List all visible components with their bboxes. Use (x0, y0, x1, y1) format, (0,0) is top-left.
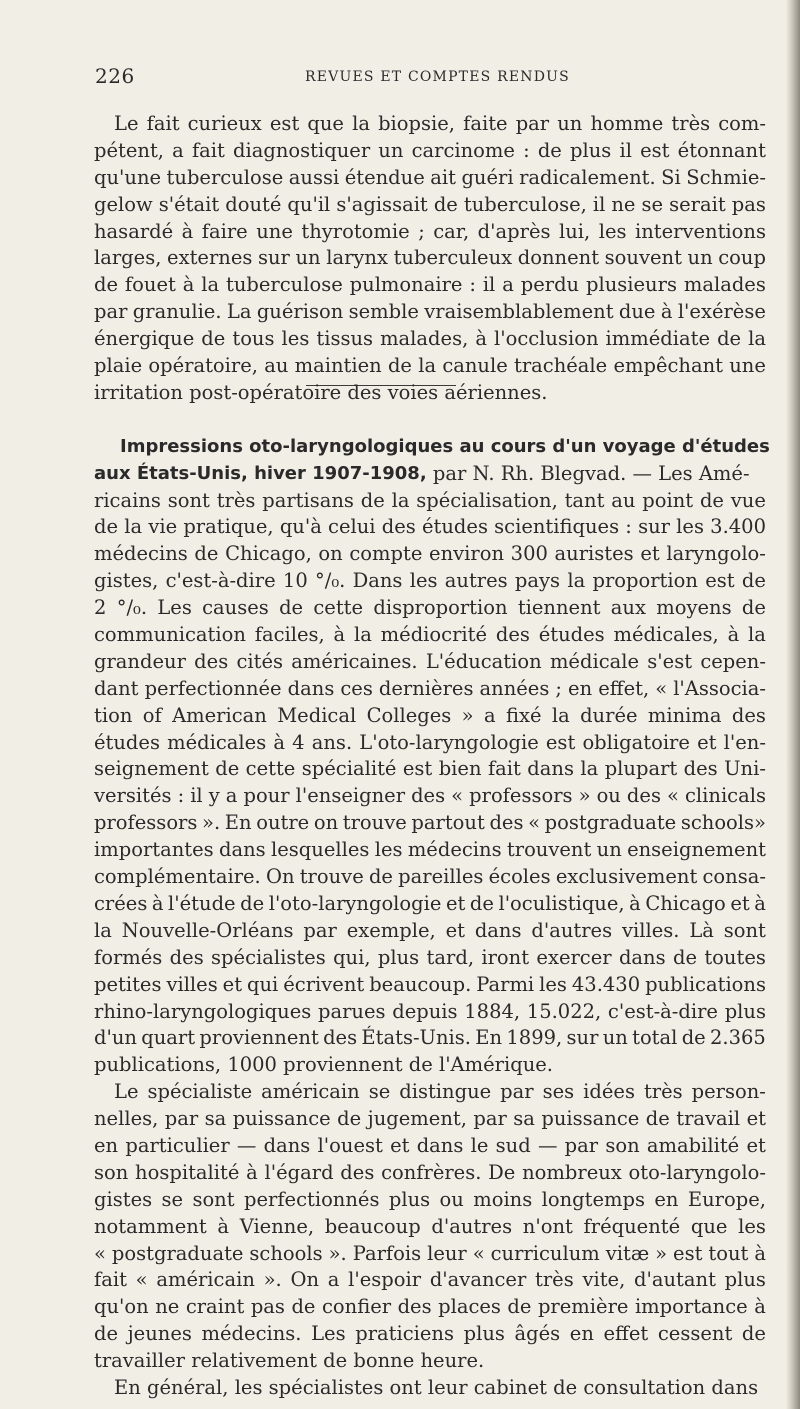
paragraph-3 (94, 1079, 766, 1375)
text-line: hasardé à faire une thyrotomie ; car, d'après lui, les interventions (94, 219, 766, 243)
article-title-line-1 (94, 434, 770, 461)
text-line: irritation post-opératoire des voies aériennes. (94, 380, 548, 404)
text-line: gistes, c'est-à-dire 10 °/₀. Dans les autres pays la proportion est de (94, 569, 766, 593)
text-line: larges, externes sur un larynx tuberculeux donnent souvent un coup (94, 246, 766, 270)
text-line: communication faciles, à la médiocrité des études médicales, à la (94, 623, 766, 647)
divider-space (94, 407, 766, 434)
text-line: plaie opératoire, au maintien de la canule trachéale empêchant une (94, 354, 766, 378)
text-line: crées à l'étude de l'oto-laryngologie et de l'oculistique, à Chicago et à (94, 891, 766, 915)
text-line: Le fait curieux est que la biopsie, faite par un homme très com- (114, 112, 766, 135)
text-line: importantes dans lesquelles les médecins trouvent un enseignement (94, 838, 766, 862)
text-line: pétent, a fait diagnostiquer un carcinome : de plus il est étonnant (94, 138, 766, 162)
page-edge-shadow (786, 0, 800, 1409)
text-line: qu'une tuberculose aussi étendue ait guéri radicalement. Si Schmie- (94, 165, 766, 189)
body-text (94, 111, 770, 1402)
text-line: versités : il y a pour l'enseigner des « professors » ou des « clinicals (94, 784, 766, 808)
text-line: de jeunes médecins. Les praticiens plus âgés en effet cessent de (94, 1322, 766, 1346)
text-line: « postgraduate schools ». Parfois leur « curriculum vitæ » est tout à (94, 1241, 766, 1265)
text-line: gistes se sont perfectionnés plus ou moins longtemps en Europe, (94, 1187, 766, 1211)
text-line: nelles, par sa puissance de jugement, par sa puissance de travail et (94, 1107, 766, 1131)
text-line: son hospitalité à l'égard des confrères. De nombreux oto-laryngolo- (94, 1160, 766, 1184)
text-line: formés des spécialistes qui, plus tard, iront exercer dans de toutes (94, 945, 766, 969)
text-line: médecins de Chicago, on compte environ 300 auristes et laryngolo- (94, 542, 766, 566)
text-line: d'un quart proviennent des États-Unis. En 1899, sur un total de 2.365 (94, 1026, 766, 1050)
page-number: 226 (95, 64, 135, 88)
text-line: En général, les spécialistes ont leur cabinet de consultation dans (114, 1375, 759, 1399)
text-line: la Nouvelle-Orléans par exemple, et dans d'autres villes. Là sont (94, 918, 766, 942)
page-header (95, 64, 755, 88)
text-line: tion of American Medical Colleges » a fixé la durée minima des (94, 703, 766, 727)
paragraph-2 (94, 488, 766, 1080)
text-line: professors ». En outre on trouve partout des « postgraduate schools» (94, 811, 766, 835)
text-line: notamment à Vienne, beaucoup d'autres n'ont fréquenté que les (94, 1214, 766, 1238)
paragraph-4 (94, 1375, 766, 1402)
text-line: fait « américain ». On a l'espoir d'avancer très vite, d'autant plus (94, 1268, 766, 1292)
text-line: ricains sont très partisans de la spécialisation, tant au point de vue (94, 488, 766, 512)
text-line: Le spécialiste américain se distingue par ses idées très person- (114, 1080, 766, 1104)
text-line: de fouet à la tuberculose pulmonaire : il a perdu plusieurs malades (94, 273, 766, 297)
article-title-continued: aux États-Unis, hiver 1907-1908, (94, 462, 427, 484)
text-line: énergique de tous les tissus malades, à l'occlusion immédiate de la (94, 327, 766, 351)
text-line: grandeur des cités américaines. L'éducation médicale s'est cepen- (94, 649, 766, 673)
article-author: par N. Rh. Blegvad. — Les Amé- (426, 461, 750, 485)
text-line: seignement de cette spécialité est bien fait dans la plupart des Uni- (94, 757, 766, 781)
text-line: études médicales à 4 ans. L'oto-laryngologie est obligatoire et l'en- (94, 730, 766, 754)
article-title: Impressions oto-laryngologiques au cours d'un voyage d'études (120, 435, 770, 457)
text-line: par granulie. La guérison semble vraisemblablement due à l'exérèse (94, 300, 766, 324)
text-line: qu'on ne craint pas de confier des places de première importance à (94, 1295, 766, 1319)
text-line: 2 °/₀. Les causes de cette disproportion tiennent aux moyens de (94, 596, 766, 620)
text-line: de la vie pratique, qu'à celui des études scientifiques : sur les 3.400 (94, 515, 766, 539)
article-title-line-2 (94, 461, 766, 488)
text-line: complémentaire. On trouve de pareilles écoles exclusivement consa- (94, 865, 766, 889)
text-line: gelow s'était douté qu'il s'agissait de tuberculose, il ne se serait pas (94, 192, 766, 216)
text-line: en particulier — dans l'ouest et dans le sud — par son amabilité et (94, 1133, 766, 1157)
text-line: dant perfectionnée dans ces dernières années ; en effet, « l'Associa- (94, 676, 766, 700)
running-title: REVUES ET COMPTES RENDUS (305, 69, 570, 85)
text-line: travailler relativement de bonne heure. (94, 1349, 485, 1373)
paragraph-1 (94, 111, 766, 407)
text-line: petites villes et qui écrivent beaucoup. Parmi les 43.430 publications (94, 972, 766, 996)
text-line: publications, 1000 proviennent de l'Amérique. (94, 1053, 554, 1077)
text-line: rhino-laryngologiques parues depuis 1884, 15.022, c'est-à-dire plus (94, 999, 766, 1023)
